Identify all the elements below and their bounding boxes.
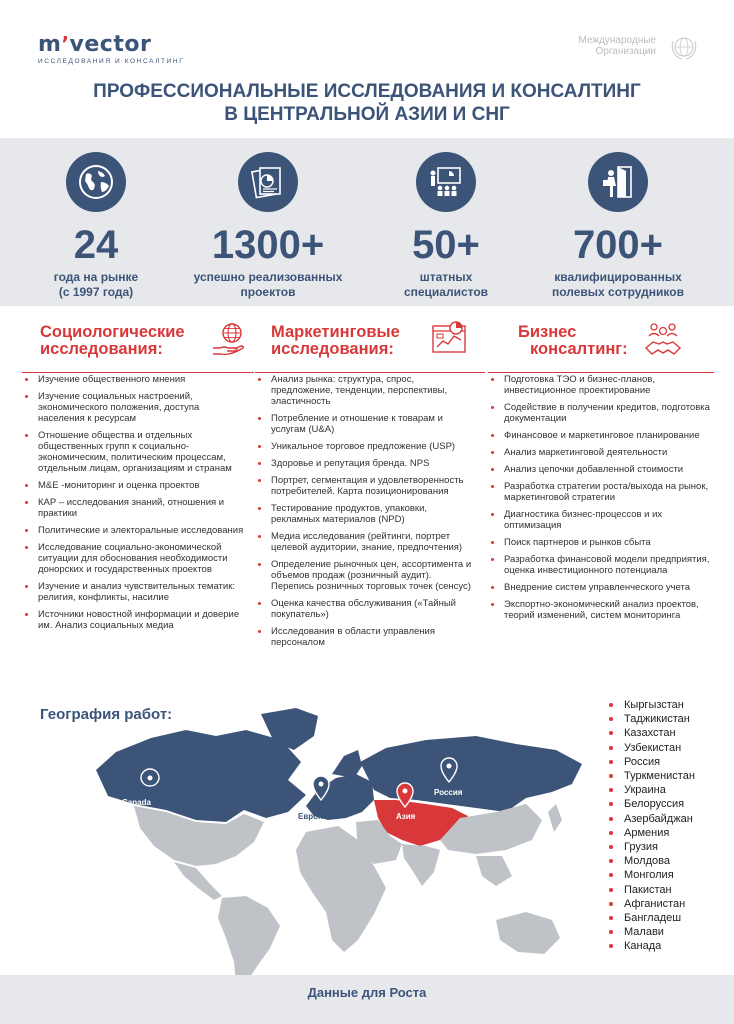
column-title: Социологические исследования: (40, 323, 185, 358)
country-item: Белоруссия (600, 797, 695, 811)
country-item: Монголия (600, 868, 695, 882)
stat-years: 24 года на рынке (с 1997 года) (6, 138, 186, 306)
map-label-canada: Canada (122, 798, 151, 807)
column-title: Бизнес консалтинг: (518, 323, 628, 358)
country-item: Таджикистан (600, 712, 695, 726)
handshake-icon (644, 320, 682, 358)
map-label-russia: Россия (434, 788, 463, 797)
list-item: Политические и электоральные исследования (22, 525, 244, 536)
geography-title: География работ: (40, 706, 173, 723)
list-item: Поиск партнеров и рынков сбыта (488, 537, 710, 548)
list-item: Исследование социально-экономической ситуации для обоснования необходимости донорских и государственных проектов (22, 542, 244, 575)
country-item: Армения (600, 826, 695, 840)
marketing-list (255, 374, 477, 654)
country-item: Азербайджан (600, 812, 695, 826)
country-item: Грузия (600, 840, 695, 854)
intl-line-2: Организации (595, 46, 656, 57)
documents-icon (248, 162, 288, 202)
country-item: Малави (600, 925, 695, 939)
page-title: ПРОФЕССИОНАЛЬНЫЕ ИССЛЕДОВАНИЯ И КОНСАЛТИНГ В ЦЕНТРАЛЬНОЙ АЗИИ И СНГ (93, 81, 641, 125)
company-logo (38, 33, 188, 69)
list-item: Медиа исследования (рейтинги, портрет целевой аудитории, знание, предпочтения) (255, 531, 477, 553)
column-divider (255, 372, 485, 373)
map-south-asia (402, 844, 440, 886)
list-item: Потребление и отношение к товарам и услугам (U&A) (255, 413, 477, 435)
list-item: M&E -мониторинг и оценка проектов (22, 480, 244, 491)
list-item: Изучение общественного мнения (22, 374, 244, 385)
analytics-icon (431, 320, 469, 358)
country-item: Бангладеш (600, 911, 695, 925)
list-item: Тестирование продуктов, упаковки, рекламных материалов (NPD) (255, 503, 477, 525)
country-item: Туркменистан (600, 769, 695, 783)
world-map (56, 700, 596, 990)
footer-band (0, 975, 734, 1024)
list-item: Подготовка ТЭО и бизнес-планов, инвестиционное проектирование (488, 374, 710, 396)
list-item: Определение рыночных цен, ассортимента и объемов продаж (розничный аудит). Перепись розничных торговых точек (сенсус) (255, 559, 477, 592)
map-label-asia: Азия (396, 812, 416, 821)
country-item: Россия (600, 755, 695, 769)
international-organizations-badge (560, 35, 700, 59)
un-emblem-icon (670, 33, 698, 61)
logo-tagline: ИССЛЕДОВАНИЯ И КОНСАЛТИНГ (38, 58, 185, 65)
column-divider (22, 372, 254, 373)
map-japan (548, 804, 562, 832)
stat-projects: 1300+ успешно реализованных проектов (178, 138, 358, 306)
stats-band (0, 138, 734, 306)
list-item: Диагностика бизнес-процессов и их оптимизация (488, 509, 710, 531)
list-item: Разработка финансовой модели предприятия, оценка инвестиционного потенциала (488, 554, 710, 576)
footer-slogan: Данные для Роста (307, 985, 427, 1000)
stat-number: 50+ (412, 223, 480, 267)
list-item: Исследования в области управления персоналом (255, 626, 477, 648)
list-item: Финансовое и маркетинговое планирование (488, 430, 710, 441)
country-item: Узбекистан (600, 741, 695, 755)
map-canada (96, 730, 306, 822)
country-item: Афганистан (600, 897, 695, 911)
map-scandinavia (332, 750, 362, 778)
sociological-list (22, 374, 244, 637)
country-item: Казахстан (600, 726, 695, 740)
list-item: Экспортно-экономический анализ проектов, теорий изменений, систем мониторинга (488, 599, 710, 621)
list-item: Оценка качества обслуживания («Тайный покупатель») (255, 598, 477, 620)
list-item: КАР – исследования знаний, отношения и практики (22, 497, 244, 519)
column-title: Маркетинговые исследования: (271, 323, 400, 358)
map-central-america (174, 862, 222, 900)
list-item: Портрет, сегментация и удовлетворенность потребителей. Карта позиционирования (255, 475, 477, 497)
stat-staff: 50+ штатных специалистов (356, 138, 536, 306)
stat-field-staff: 700+ квалифицированных полевых сотрудников (528, 138, 708, 306)
list-item: Анализ цепочки добавленной стоимости (488, 464, 710, 475)
map-south-america (218, 896, 280, 986)
list-item: Источники новостной информации и доверие им. Анализ социальных медиа (22, 609, 244, 631)
stat-number: 700+ (572, 223, 664, 267)
stat-number: 1300+ (211, 223, 325, 267)
logo-wordmark: m’vector (38, 32, 152, 57)
list-item: Уникальное торговое предложение (USP) (255, 441, 477, 452)
country-item: Канада (600, 939, 695, 953)
list-item: Анализ рынка: структура, спрос, предложение, тенденции, перспективы, эластичность (255, 374, 477, 407)
map-australia (496, 912, 560, 954)
presentation-icon (426, 162, 466, 202)
globe-hand-icon (210, 320, 248, 358)
country-item: Кыргызстан (600, 698, 695, 712)
list-item: Изучение социальных настроений, экономического положения, доступа населения к ресурсам (22, 391, 244, 424)
list-item: Внедрение систем управленческого учета (488, 582, 710, 593)
column-divider (488, 372, 714, 373)
map-southeast-asia (476, 856, 512, 886)
countries-list (600, 698, 695, 954)
globe-icon (76, 162, 116, 202)
list-item: Здоровье и репутация бренда. NPS (255, 458, 477, 469)
field-worker-icon (598, 162, 638, 202)
country-item: Молдова (600, 854, 695, 868)
list-item: Изучение и анализ чувствительных тематик: религия, конфликты, насилие (22, 581, 244, 603)
country-item: Пакистан (600, 883, 695, 897)
map-label-europe: Европа (298, 812, 328, 821)
list-item: Разработка стратегии роста/выхода на рынок, маркетинговой стратегии (488, 481, 710, 503)
intl-line-1: Международные (578, 35, 656, 46)
country-item: Украина (600, 783, 695, 797)
stat-number: 24 (73, 223, 119, 267)
list-item: Содействие в получении кредитов, подготовка документации (488, 402, 710, 424)
list-item: Отношение общества и отдельных общественных групп к социально-экономическим, политическим процессам, отдельным лицам, организациям и странам (22, 430, 244, 474)
list-item: Анализ маркетинговой деятельности (488, 447, 710, 458)
consulting-list (488, 374, 710, 627)
